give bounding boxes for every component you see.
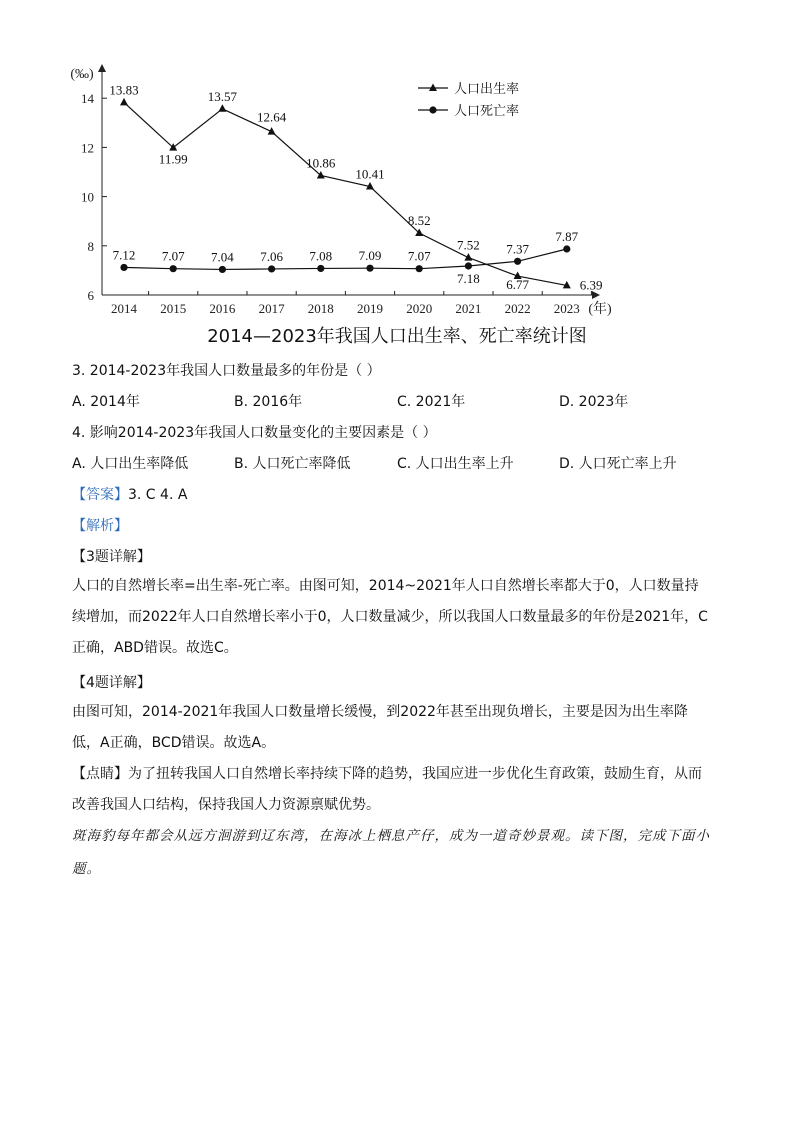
death-rate-label: 7.09 [358, 248, 382, 264]
death-rate-point [268, 265, 275, 272]
y-tick-label: 8 [87, 238, 94, 254]
y-tick-label: 6 [87, 288, 94, 303]
birth-rate-label: 8.52 [407, 213, 431, 229]
death-rate-point [514, 258, 521, 265]
q4-option-c: C. 人口出生率上升 [397, 456, 514, 472]
q3-option-b: B. 2016年 [234, 394, 303, 410]
x-tick-label: 2015 [160, 301, 187, 316]
birth-rate-line [124, 102, 567, 285]
chart-series-lines [124, 102, 567, 285]
y-axis-arrow [98, 64, 106, 72]
detail-3-body: 人口的自然增长率=出生率-死亡率。由图可知，2014~2021年人口自然增长率都大于0，人口数量持续增加，而2022年人口自然增长率小于0，人口数量减少，所以我国人口数量最多的年份是2021年，C正确，ABD错误。故选C。 [72, 578, 708, 656]
legend-birth-marker [429, 84, 437, 92]
birth-rate-point [317, 171, 325, 179]
death-rate-point [219, 266, 226, 273]
x-tick-label: 2021 [455, 301, 482, 316]
death-rate-point [317, 265, 324, 272]
q4-option-a: A. 人口出生率降低 [72, 456, 189, 472]
birth-rate-label: 13.83 [109, 82, 139, 98]
birth-rate-label: 10.41 [355, 166, 385, 182]
birth-rate-label: 7.52 [457, 237, 480, 253]
question-3-stem: 3. 2014-2023年我国人口数量最多的年份是（ ） [72, 363, 381, 379]
legend-death-label: 人口死亡率 [454, 103, 520, 118]
x-tick-label: 2019 [357, 301, 383, 316]
dianjing-paragraph [72, 759, 712, 821]
death-rate-label: 7.12 [112, 247, 136, 263]
death-rate-label: 7.06 [260, 248, 283, 264]
death-rate-point [170, 265, 177, 272]
q3-option-c: C. 2021年 [397, 394, 466, 410]
answer-tag: 【答案】 [72, 487, 128, 503]
death-rate-label: 7.87 [555, 228, 579, 244]
chart-legend [418, 81, 519, 118]
x-tick-label: 2023 [553, 301, 580, 316]
dianjing-body: 为了扭转我国人口自然增长率持续下降的趋势，我国应进一步优化生育政策，鼓励生育，从而改善我国人口结构，保持我国人力资源禀赋优势。 [72, 766, 702, 813]
birth-rate-point [120, 98, 128, 106]
x-tick-label: 2017 [258, 301, 285, 316]
q4-option-d: D. 人口死亡率上升 [559, 456, 677, 472]
q3-option-a: A. 2014年 [72, 394, 140, 410]
birth-rate-label: 11.99 [158, 151, 188, 167]
legend-death-marker [429, 106, 436, 113]
question-4-stem: 4. 影响2014-2023年我国人口数量变化的主要因素是（ ） [72, 425, 437, 441]
detail-4-body: 由图可知，2014-2021年我国人口数量增长缓慢，到2022年甚至出现负增长，主要是因为出生率降低，A正确，BCD错误。故选A。 [72, 704, 688, 751]
y-tick-label: 10 [81, 189, 94, 205]
chart-title: 2014—2023年我国人口出生率、死亡率统计图 [207, 326, 587, 347]
birth-death-rate-chart [60, 58, 620, 320]
detail-3-heading: 【3题详解】 [72, 549, 151, 565]
detail-4-heading: 【4题详解】 [72, 675, 151, 691]
chart-tick-labels [70, 67, 612, 317]
y-axis-label: (‰) [70, 67, 94, 82]
birth-rate-label: 6.77 [506, 277, 529, 293]
birth-rate-label: 13.57 [207, 88, 238, 104]
x-tick-label: 2020 [406, 301, 433, 316]
legend-birth-label: 人口出生率 [454, 81, 520, 96]
x-axis-label: (年) [588, 302, 612, 317]
x-tick-label: 2022 [504, 301, 531, 316]
answer-line [72, 484, 187, 504]
y-tick-label: 12 [81, 140, 94, 156]
x-tick-label: 2016 [209, 301, 236, 316]
death-rate-line [124, 249, 567, 269]
death-rate-point [416, 265, 423, 272]
death-rate-label: 7.07 [407, 248, 431, 264]
chart-series-markers [120, 98, 571, 289]
q3-option-d: D. 2023年 [559, 394, 629, 410]
death-rate-point [465, 262, 472, 269]
y-tick-label: 14 [81, 91, 94, 107]
birth-rate-label: 6.39 [579, 277, 603, 293]
death-rate-label: 7.37 [506, 241, 529, 257]
birth-rate-label: 12.64 [256, 109, 287, 125]
dianjing-tag: 【点睛】 [72, 766, 128, 782]
death-rate-label: 7.07 [161, 248, 185, 264]
death-rate-point [366, 265, 373, 272]
birth-rate-label: 10.86 [306, 155, 336, 171]
death-rate-label: 7.18 [457, 270, 480, 286]
death-rate-label: 7.08 [309, 248, 333, 264]
intro-paragraph: 斑海豹每年都会从远方洄游到辽东湾，在海冰上栖息产仔，成为一道奇妙景观。读下图，完成下面小题。 [72, 828, 710, 877]
birth-rate-point [218, 104, 226, 112]
chart-data-labels [109, 82, 602, 292]
q4-option-b: B. 人口死亡率降低 [234, 456, 351, 472]
answer-text: 3. C 4. A [128, 487, 188, 503]
death-rate-label: 7.04 [211, 249, 234, 265]
x-tick-label: 2014 [111, 301, 137, 316]
analysis-tag: 【解析】 [72, 518, 128, 534]
x-tick-label: 2018 [307, 301, 334, 316]
death-rate-point [120, 264, 127, 271]
death-rate-point [563, 245, 570, 252]
